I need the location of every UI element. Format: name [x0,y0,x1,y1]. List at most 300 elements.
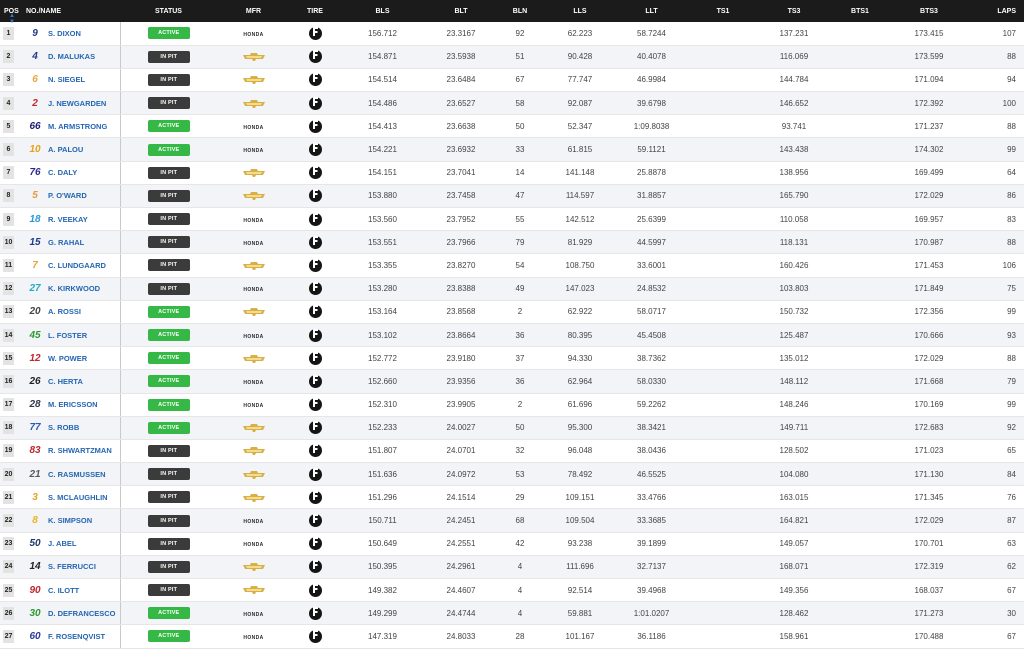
column-header-bts1[interactable]: BTS1 [851,7,869,15]
blt-cell: 23.8388 [425,277,497,300]
table-row[interactable] [0,208,1024,231]
tire-cell [290,184,340,207]
driver-name-link[interactable]: N. SIEGEL [48,75,86,85]
bls-cell: 154.221 [340,138,425,161]
driver-cell[interactable] [24,463,120,486]
bts3-cell: 172.029 [892,347,966,370]
status-badge: ACTIVE [148,399,190,411]
column-header-blt[interactable]: BLT [454,7,468,15]
position-cell [0,254,24,277]
position-cell [0,416,24,439]
blt-cell: 24.8033 [425,625,497,648]
column-header-ts1[interactable]: TS1 [716,7,730,15]
sort-arrow-icon[interactable]: ▲ ▼ [9,13,15,25]
ts1-cell [686,115,760,138]
car-number: 6 [32,74,38,86]
table-row[interactable] [0,463,1024,486]
position-cell [0,323,24,346]
honda-logo: HONDA [243,287,264,294]
tire-cell [290,625,340,648]
manufacturer-cell [217,231,290,254]
status-cell [120,45,217,68]
bln-cell: 28 [497,625,543,648]
chevrolet-logo-icon [243,75,265,84]
driver-cell[interactable] [24,439,120,462]
driver-cell[interactable] [24,184,120,207]
tire-cell [290,416,340,439]
manufacturer-cell [217,509,290,532]
position-cell [0,463,24,486]
driver-name-link[interactable]: K. KIRKWOOD [48,284,101,294]
bts3-cell: 172.683 [892,416,966,439]
position-cell [0,625,24,648]
driver-cell[interactable] [24,22,120,45]
bls-cell: 152.660 [340,370,425,393]
blt-cell: 24.2961 [425,555,497,578]
driver-name-link[interactable]: C. RASMUSSEN [48,469,106,479]
manufacturer-cell [217,138,290,161]
ts1-cell [686,439,760,462]
column-header-tire[interactable]: TIRE [307,7,323,15]
driver-cell[interactable] [24,602,120,625]
bts3-cell: 171.345 [892,486,966,509]
status-badge: ACTIVE [148,375,190,387]
table-row[interactable] [0,45,1024,68]
bls-cell: 151.807 [340,439,425,462]
driver-cell[interactable] [24,532,120,555]
ts1-cell [686,323,760,346]
ts1-cell [686,625,760,648]
bts1-cell [828,115,892,138]
bln-cell: 50 [497,115,543,138]
driver-cell[interactable] [24,208,120,231]
honda-logo: HONDA [243,333,264,340]
tire-cell [290,231,340,254]
firestone-icon [309,352,322,365]
laps-cell: 100 [966,92,1024,115]
ts1-cell [686,208,760,231]
driver-name-link[interactable]: A. PALOU [48,145,84,155]
table-row[interactable] [0,439,1024,462]
table-row[interactable] [0,555,1024,578]
firestone-icon [309,537,322,550]
table-row[interactable] [0,161,1024,184]
laps-cell: 63 [966,532,1024,555]
position-cell [0,532,24,555]
bts3-cell: 172.392 [892,92,966,115]
status-badge: ACTIVE [148,27,190,39]
tire-cell [290,393,340,416]
laps-cell: 93 [966,323,1024,346]
ts1-cell [686,393,760,416]
llt-cell: 39.6798 [617,92,686,115]
llt-cell: 46.5525 [617,463,686,486]
bts3-cell: 171.023 [892,439,966,462]
table-row[interactable] [0,532,1024,555]
car-number: 60 [29,630,41,642]
blt-cell: 23.6932 [425,138,497,161]
bls-cell: 151.636 [340,463,425,486]
driver-cell[interactable] [24,115,120,138]
bts1-cell [828,509,892,532]
llt-cell: 33.6001 [617,254,686,277]
firestone-icon [309,468,322,481]
driver-name-link[interactable]: R. SHWARTZMAN [48,446,112,456]
position-badge: 11 [3,259,14,272]
laps-cell: 67 [966,625,1024,648]
manufacturer-cell [217,555,290,578]
status-cell [120,115,217,138]
manufacturer-cell [217,370,290,393]
laps-cell: 94 [966,68,1024,91]
driver-name-link[interactable]: S. FERRUCCI [48,562,96,572]
bts3-cell: 172.356 [892,300,966,323]
table-row[interactable] [0,393,1024,416]
status-cell [120,184,217,207]
driver-name-link[interactable]: S. MCLAUGHLIN [48,492,108,502]
position-cell [0,347,24,370]
ts3-cell: 148.246 [760,393,828,416]
bts3-cell: 170.169 [892,393,966,416]
lls-cell: 77.747 [543,68,617,91]
driver-cell[interactable] [24,370,120,393]
position-badge: 3 [3,73,14,86]
tire-cell [290,92,340,115]
driver-cell[interactable] [24,416,120,439]
driver-cell[interactable] [24,509,120,532]
column-header-laps[interactable]: LAPS [997,7,1016,15]
laps-cell: 75 [966,277,1024,300]
ts3-cell: 138.956 [760,161,828,184]
bts3-cell: 170.666 [892,323,966,346]
driver-name-link[interactable]: C. HERTA [48,376,83,386]
column-header-bln[interactable]: BLN [512,7,528,15]
table-row[interactable] [0,625,1024,648]
ts3-cell: 164.821 [760,509,828,532]
table-row[interactable] [0,184,1024,207]
status-badge: IN PIT [148,51,190,63]
table-row[interactable] [0,509,1024,532]
table-row[interactable] [0,602,1024,625]
tire-cell [290,323,340,346]
bls-cell: 156.712 [340,22,425,45]
firestone-icon [309,560,322,573]
bts3-cell: 171.668 [892,370,966,393]
ts1-cell [686,300,760,323]
status-cell [120,463,217,486]
bln-cell: 2 [497,393,543,416]
tire-cell [290,370,340,393]
driver-name-link[interactable]: G. RAHAL [48,237,85,247]
column-header-bls[interactable]: BLS [375,7,390,15]
table-row[interactable] [0,68,1024,91]
manufacturer-cell [217,416,290,439]
driver-cell[interactable] [24,393,120,416]
honda-logo: HONDA [243,124,264,131]
status-badge: IN PIT [148,468,190,480]
ts3-cell: 135.012 [760,347,828,370]
chevrolet-logo-icon [243,493,265,502]
status-cell [120,509,217,532]
column-header-mfr[interactable]: MFR [245,7,262,15]
lls-cell: 81.929 [543,231,617,254]
honda-logo: HONDA [243,611,264,618]
bls-cell: 149.382 [340,579,425,602]
tire-cell [290,22,340,45]
ts3-cell: 128.462 [760,602,828,625]
ts3-cell: 146.652 [760,92,828,115]
ts1-cell [686,161,760,184]
bln-cell: 92 [497,22,543,45]
driver-name-link[interactable]: K. SIMPSON [48,516,93,526]
bls-cell: 154.514 [340,68,425,91]
bln-cell: 53 [497,463,543,486]
driver-cell[interactable] [24,625,120,648]
status-cell [120,370,217,393]
position-cell [0,555,24,578]
ts1-cell [686,184,760,207]
manufacturer-cell [217,45,290,68]
ts3-cell: 128.502 [760,439,828,462]
driver-name-link[interactable]: F. ROSENQVIST [48,631,106,641]
driver-name-link[interactable]: S. DIXON [48,28,81,38]
ts3-cell: 144.784 [760,68,828,91]
car-number: 20 [29,306,41,318]
driver-cell[interactable] [24,300,120,323]
lls-cell: 62.922 [543,300,617,323]
ts1-cell [686,347,760,370]
blt-cell: 24.0027 [425,416,497,439]
driver-cell[interactable] [24,68,120,91]
driver-name-link[interactable]: D. MALUKAS [48,52,96,62]
table-row[interactable] [0,347,1024,370]
car-number: 66 [29,120,41,132]
tire-cell [290,45,340,68]
driver-name-link[interactable]: D. DEFRANCESCO [48,608,116,618]
firestone-icon [309,213,322,226]
position-cell [0,602,24,625]
bts1-cell [828,532,892,555]
laps-cell: 88 [966,115,1024,138]
driver-cell[interactable] [24,161,120,184]
car-number: 83 [29,445,41,457]
lls-cell: 62.223 [543,22,617,45]
driver-cell[interactable] [24,138,120,161]
table-row[interactable] [0,579,1024,602]
firestone-icon [309,143,322,156]
status-cell [120,208,217,231]
table-row[interactable] [0,300,1024,323]
ts1-cell [686,45,760,68]
table-row[interactable] [0,277,1024,300]
position-cell [0,509,24,532]
bts3-cell: 170.488 [892,625,966,648]
position-badge: 19 [3,444,14,457]
table-row[interactable] [0,231,1024,254]
tire-cell [290,208,340,231]
llt-cell: 1:09.8038 [617,115,686,138]
tire-cell [290,347,340,370]
results-body [0,22,1024,648]
lls-cell: 78.492 [543,463,617,486]
bts3-cell: 174.302 [892,138,966,161]
driver-cell[interactable] [24,45,120,68]
ts3-cell: 149.057 [760,532,828,555]
position-badge: 20 [3,468,14,481]
status-badge: ACTIVE [148,329,190,341]
table-row[interactable] [0,323,1024,346]
ts3-cell: 125.487 [760,323,828,346]
column-header-pos[interactable]: POS ▲ ▼ [4,7,19,25]
laps-cell: 99 [966,300,1024,323]
laps-cell: 65 [966,439,1024,462]
tire-cell [290,532,340,555]
bln-cell: 51 [497,45,543,68]
bts3-cell: 172.029 [892,184,966,207]
column-header-status[interactable]: STATUS [155,7,182,15]
manufacturer-cell [217,532,290,555]
car-number: 26 [29,375,41,387]
ts3-cell: 143.438 [760,138,828,161]
position-badge: 4 [3,97,14,110]
bts3-cell: 171.130 [892,463,966,486]
llt-cell: 36.1186 [617,625,686,648]
status-cell [120,22,217,45]
status-cell [120,555,217,578]
blt-cell: 23.6638 [425,115,497,138]
llt-cell: 58.7244 [617,22,686,45]
column-header-llt[interactable]: LLT [645,7,658,15]
laps-cell: 30 [966,602,1024,625]
tire-cell [290,254,340,277]
bts1-cell [828,300,892,323]
ts3-cell: 118.131 [760,231,828,254]
car-number: 21 [29,468,41,480]
driver-name-link[interactable]: P. O'WARD [48,191,87,201]
chevrolet-logo-icon [243,99,265,108]
firestone-icon [309,329,322,342]
table-row[interactable] [0,115,1024,138]
laps-cell: 92 [966,416,1024,439]
position-badge: 15 [3,352,14,365]
driver-cell[interactable] [24,231,120,254]
driver-name-link[interactable]: R. VEEKAY [48,214,88,224]
driver-name-link[interactable]: J. ABEL [48,539,77,549]
ts3-cell: 168.071 [760,555,828,578]
lls-cell: 142.512 [543,208,617,231]
firestone-icon [309,73,322,86]
blt-cell: 23.7458 [425,184,497,207]
bln-cell: 50 [497,416,543,439]
position-badge: 23 [3,537,14,550]
lls-cell: 62.964 [543,370,617,393]
manufacturer-cell [217,254,290,277]
ts1-cell [686,68,760,91]
table-row[interactable] [0,486,1024,509]
status-cell [120,602,217,625]
lls-cell: 109.504 [543,509,617,532]
bln-cell: 4 [497,602,543,625]
driver-name-link[interactable]: C. LUNDGAARD [48,260,106,270]
bls-cell: 153.880 [340,184,425,207]
firestone-icon [309,375,322,388]
bls-cell: 152.772 [340,347,425,370]
firestone-icon [309,97,322,110]
table-row[interactable] [0,138,1024,161]
tire-cell [290,161,340,184]
status-badge: IN PIT [148,283,190,295]
bls-cell: 150.395 [340,555,425,578]
chevrolet-logo-icon [243,423,265,432]
column-header-bts3[interactable]: BTS3 [920,7,938,15]
position-badge: 1 [3,27,14,40]
driver-cell[interactable] [24,555,120,578]
table-row[interactable] [0,370,1024,393]
position-badge: 12 [3,282,14,295]
honda-logo: HONDA [243,240,264,247]
table-row[interactable] [0,254,1024,277]
driver-cell[interactable] [24,323,120,346]
position-cell [0,138,24,161]
ts1-cell [686,277,760,300]
driver-name-link[interactable]: M. ERICSSON [48,400,98,410]
llt-cell: 32.7137 [617,555,686,578]
driver-name-link[interactable]: A. ROSSI [48,307,81,317]
bls-cell: 151.296 [340,486,425,509]
position-cell [0,161,24,184]
driver-cell[interactable] [24,254,120,277]
status-badge: ACTIVE [148,422,190,434]
table-row[interactable] [0,416,1024,439]
position-badge: 6 [3,143,14,156]
bls-cell: 147.319 [340,625,425,648]
driver-name-link[interactable]: L. FOSTER [48,330,88,340]
driver-cell[interactable] [24,486,120,509]
bts1-cell [828,138,892,161]
table-row[interactable] [0,92,1024,115]
driver-name-link[interactable]: C. ILOTT [48,585,80,595]
driver-cell[interactable] [24,277,120,300]
driver-name-link[interactable]: J. NEWGARDEN [48,98,107,108]
driver-name-link[interactable]: M. ARMSTRONG [48,121,108,131]
llt-cell: 44.5997 [617,231,686,254]
status-badge: ACTIVE [148,120,190,132]
driver-cell[interactable] [24,92,120,115]
laps-cell: 87 [966,509,1024,532]
position-badge: 7 [3,166,14,179]
driver-cell[interactable] [24,579,120,602]
column-header-ts3[interactable]: TS3 [787,7,801,15]
driver-name-link[interactable]: C. DALY [48,168,78,178]
llt-cell: 59.2262 [617,393,686,416]
ts3-cell: 116.069 [760,45,828,68]
blt-cell: 23.9905 [425,393,497,416]
bts3-cell: 171.094 [892,68,966,91]
column-header-name[interactable]: NO./NAME [26,7,61,15]
car-number: 10 [29,144,41,156]
status-badge: IN PIT [148,584,190,596]
ts3-cell: 150.732 [760,300,828,323]
column-header-lls[interactable]: LLS [573,7,587,15]
manufacturer-cell [217,393,290,416]
position-badge: 9 [3,213,14,226]
car-number: 18 [29,213,41,225]
driver-name-link[interactable]: S. ROBB [48,423,80,433]
driver-name-link[interactable]: W. POWER [48,353,88,363]
driver-cell[interactable] [24,347,120,370]
position-cell [0,208,24,231]
table-row[interactable] [0,22,1024,45]
